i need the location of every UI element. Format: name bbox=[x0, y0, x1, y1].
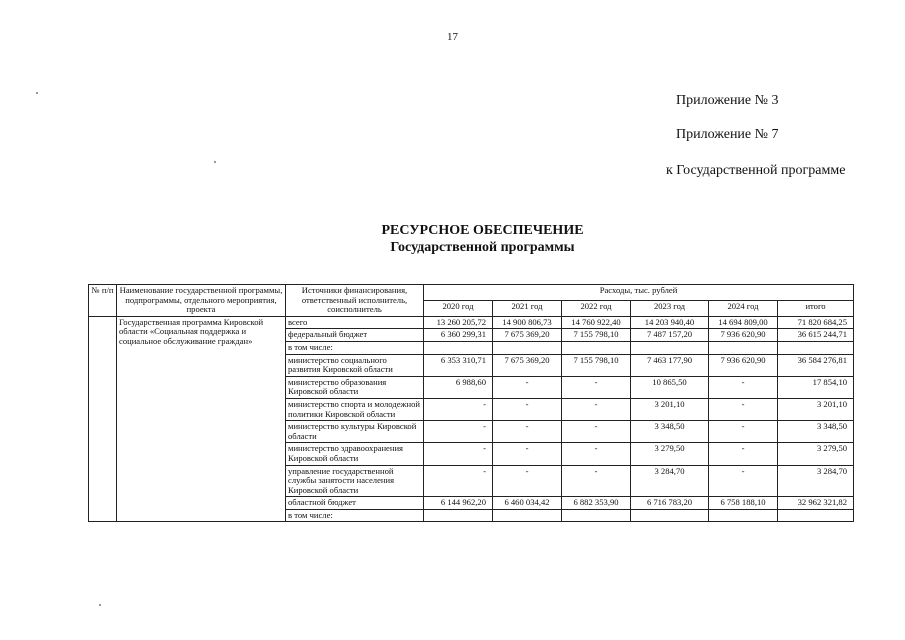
amount-cell: 7 936 620,90 bbox=[709, 329, 778, 342]
appendix-line-2: Приложение № 7 bbox=[676, 127, 779, 142]
amount-cell: 7 936 620,90 bbox=[709, 354, 778, 376]
scan-speck bbox=[214, 161, 216, 163]
amount-cell bbox=[709, 341, 778, 354]
resource-table bbox=[88, 284, 854, 522]
funding-source-cell: министерство культуры Кировской области bbox=[286, 421, 424, 443]
amount-cell: - bbox=[562, 376, 631, 398]
header-total: итого bbox=[778, 300, 854, 316]
amount-cell: - bbox=[493, 443, 562, 465]
amount-cell: 17 854,10 bbox=[778, 376, 854, 398]
amount-cell: - bbox=[493, 421, 562, 443]
amount-cell: 7 155 798,10 bbox=[562, 329, 631, 342]
amount-cell: 6 758 188,10 bbox=[709, 497, 778, 510]
program-name-cell: Государственная программа Кировской области «Социальная поддержка и социальное обслуживание граждан» bbox=[117, 316, 286, 522]
header-name: Наименование государственной программы, подпрограммы, отдельного мероприятия, проекта bbox=[117, 285, 286, 317]
amount-cell bbox=[778, 341, 854, 354]
funding-source-cell: министерство спорта и молодежной политики Кировской области bbox=[286, 398, 424, 420]
amount-cell bbox=[709, 509, 778, 522]
amount-cell: 7 487 157,20 bbox=[631, 329, 709, 342]
row-number-cell bbox=[89, 316, 117, 522]
amount-cell bbox=[493, 509, 562, 522]
appendix-line-3: к Государственной программе bbox=[666, 163, 846, 178]
funding-source-cell: федеральный бюджет bbox=[286, 329, 424, 342]
funding-source-cell: в том числе: bbox=[286, 341, 424, 354]
amount-cell bbox=[424, 341, 493, 354]
header-year-2020: 2020 год bbox=[424, 300, 493, 316]
amount-cell: - bbox=[562, 421, 631, 443]
header-year-2023: 2023 год bbox=[631, 300, 709, 316]
amount-cell: 14 760 922,40 bbox=[562, 316, 631, 329]
amount-cell: 7 675 369,20 bbox=[493, 329, 562, 342]
amount-cell: - bbox=[424, 421, 493, 443]
amount-cell: 71 820 684,25 bbox=[778, 316, 854, 329]
document-title-line-1: РЕСУРСНОЕ ОБЕСПЕЧЕНИЕ bbox=[381, 223, 584, 238]
amount-cell: 10 865,50 bbox=[631, 376, 709, 398]
amount-cell: - bbox=[709, 398, 778, 420]
amount-cell: 6 353 310,71 bbox=[424, 354, 493, 376]
funding-source-cell: управление государственной службы занятости населения Кировской области bbox=[286, 465, 424, 497]
funding-source-cell: министерство образования Кировской области bbox=[286, 376, 424, 398]
header-year-2021: 2021 год bbox=[493, 300, 562, 316]
amount-cell: - bbox=[493, 376, 562, 398]
page-number: 17 bbox=[447, 31, 458, 43]
funding-source-cell: министерство социального развития Кировской области bbox=[286, 354, 424, 376]
amount-cell: 3 201,10 bbox=[778, 398, 854, 420]
amount-cell: - bbox=[424, 465, 493, 497]
amount-cell: - bbox=[562, 465, 631, 497]
table-body bbox=[89, 316, 854, 522]
amount-cell bbox=[778, 509, 854, 522]
amount-cell: - bbox=[424, 443, 493, 465]
scan-speck bbox=[99, 604, 101, 606]
amount-cell: 6 144 962,20 bbox=[424, 497, 493, 510]
document-title-line-2: Государственной программы bbox=[390, 240, 575, 255]
amount-cell: 36 584 276,81 bbox=[778, 354, 854, 376]
amount-cell: 7 155 798,10 bbox=[562, 354, 631, 376]
amount-cell: - bbox=[562, 398, 631, 420]
amount-cell: 3 284,70 bbox=[778, 465, 854, 497]
amount-cell bbox=[631, 341, 709, 354]
amount-cell: 3 279,50 bbox=[778, 443, 854, 465]
amount-cell: - bbox=[493, 398, 562, 420]
amount-cell bbox=[493, 341, 562, 354]
amount-cell: - bbox=[424, 398, 493, 420]
amount-cell: 3 201,10 bbox=[631, 398, 709, 420]
amount-cell: 3 279,50 bbox=[631, 443, 709, 465]
amount-cell: - bbox=[493, 465, 562, 497]
amount-cell bbox=[562, 341, 631, 354]
amount-cell: 7 675 369,20 bbox=[493, 354, 562, 376]
amount-cell: 7 463 177,90 bbox=[631, 354, 709, 376]
amount-cell: 3 348,50 bbox=[631, 421, 709, 443]
amount-cell: 6 716 783,20 bbox=[631, 497, 709, 510]
amount-cell: - bbox=[709, 421, 778, 443]
funding-source-cell: всего bbox=[286, 316, 424, 329]
amount-cell: 13 260 205,72 bbox=[424, 316, 493, 329]
scan-speck bbox=[36, 92, 38, 94]
header-source: Источники финансирования, ответственный исполнитель, соисполнитель bbox=[286, 285, 424, 317]
amount-cell: 6 882 353,90 bbox=[562, 497, 631, 510]
amount-cell bbox=[562, 509, 631, 522]
amount-cell: 6 460 034,42 bbox=[493, 497, 562, 510]
amount-cell: 14 694 809,00 bbox=[709, 316, 778, 329]
funding-source-cell: областной бюджет bbox=[286, 497, 424, 510]
amount-cell: - bbox=[709, 465, 778, 497]
table-row bbox=[89, 316, 854, 329]
amount-cell: 14 900 806,73 bbox=[493, 316, 562, 329]
document-title bbox=[0, 222, 905, 256]
header-year-2022: 2022 год bbox=[562, 300, 631, 316]
header-expenses: Расходы, тыс. рублей bbox=[424, 285, 854, 301]
amount-cell bbox=[424, 509, 493, 522]
header-year-2024: 2024 год bbox=[709, 300, 778, 316]
amount-cell bbox=[631, 509, 709, 522]
header-num: № п/п bbox=[89, 285, 117, 317]
funding-source-cell: министерство здравоохранения Кировской области bbox=[286, 443, 424, 465]
amount-cell: 6 360 299,31 bbox=[424, 329, 493, 342]
amount-cell: 14 203 940,40 bbox=[631, 316, 709, 329]
amount-cell: - bbox=[709, 443, 778, 465]
funding-source-cell: в том числе: bbox=[286, 509, 424, 522]
amount-cell: 32 962 321,82 bbox=[778, 497, 854, 510]
appendix-line-1: Приложение № 3 bbox=[676, 93, 779, 108]
amount-cell: 6 988,60 bbox=[424, 376, 493, 398]
amount-cell: 36 615 244,71 bbox=[778, 329, 854, 342]
amount-cell: 3 284,70 bbox=[631, 465, 709, 497]
amount-cell: - bbox=[709, 376, 778, 398]
amount-cell: - bbox=[562, 443, 631, 465]
amount-cell: 3 348,50 bbox=[778, 421, 854, 443]
